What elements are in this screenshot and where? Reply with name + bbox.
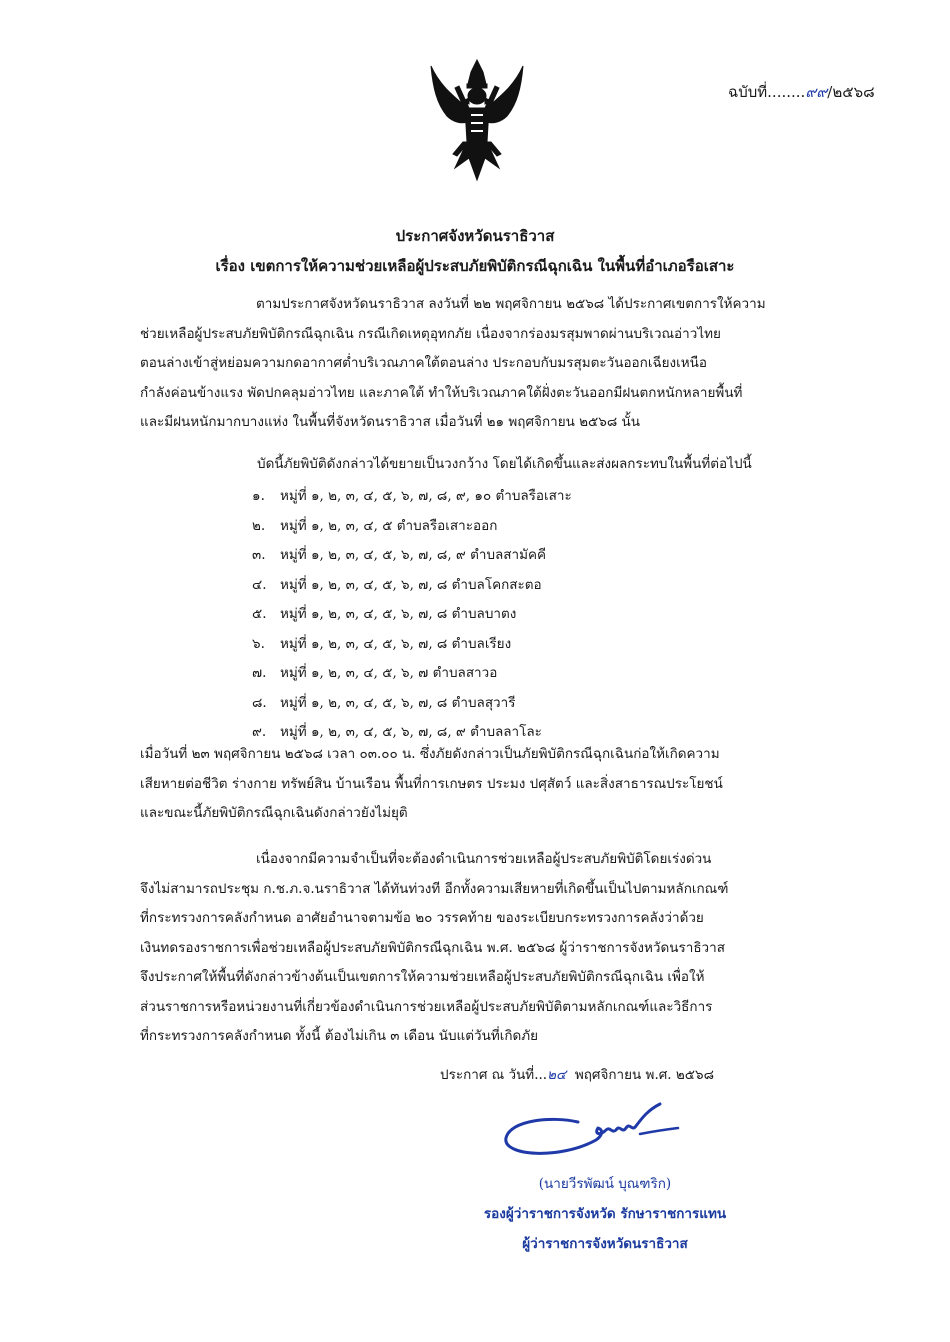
paragraph-line: เมื่อวันที่ ๒๓ พฤศจิกายน ๒๕๖๘ เวลา ๐๓.๐๐ น. ซึ่งภัยดังกล่าวเป็นภัยพิบัติกรณีฉุกเฉินก่อให้เกิดความ bbox=[140, 746, 720, 762]
item-number: ๓. bbox=[252, 547, 266, 563]
item-text: หมู่ที่ ๑, ๒, ๓, ๔, ๕, ๖, ๗ ตำบลสาวอ bbox=[280, 665, 498, 681]
list-lead: บัดนี้ภัยพิบัติดังกล่าวได้ขยายเป็นวงกว้าง โดยได้เกิดขึ้นและส่งผลกระทบในพื้นที่ต่อไปนี้ bbox=[257, 456, 752, 472]
paragraph-line: ตอนล่างเข้าสู่หย่อมความกดอากาศต่ำบริเวณภาคใต้ตอนล่าง ประกอบกับมรสุมตะวันออกเฉียงเหนือ bbox=[140, 355, 707, 371]
signer-title: รองผู้ว่าราชการจังหวัด รักษาราชการแทน bbox=[483, 1206, 727, 1222]
item-text: หมู่ที่ ๑, ๒, ๓, ๔, ๕, ๖, ๗, ๘ ตำบลบาตง bbox=[280, 606, 517, 622]
garuda-emblem bbox=[425, 58, 529, 186]
signature bbox=[500, 1100, 700, 1164]
paragraph-line: และมีฝนหนักมากบางแห่ง ในพื้นที่จังหวัดนราธิวาส เมื่อวันที่ ๒๑ พฤศจิกายน ๒๕๖๘ นั้น bbox=[140, 414, 640, 430]
paragraph-line: จึงประกาศให้พื้นที่ดังกล่าวข้างต้นเป็นเขตการให้ความช่วยเหลือผู้ประสบภัยพิบัติกรณีฉุกเฉิน เพื่อให้ bbox=[140, 969, 705, 985]
list-item bbox=[252, 689, 572, 719]
issue-year: /๒๕๖๘ bbox=[827, 83, 875, 101]
list-item bbox=[252, 630, 572, 660]
item-text: หมู่ที่ ๑, ๒, ๓, ๔, ๕, ๖, ๗, ๘, ๙ ตำบลลาโละ bbox=[280, 724, 542, 740]
list-item bbox=[252, 659, 572, 689]
list-item bbox=[252, 482, 572, 512]
item-number: ๒. bbox=[252, 517, 266, 534]
item-text: หมู่ที่ ๑, ๒, ๓, ๔, ๕, ๖, ๗, ๘, ๙, ๑๐ ตำบลรือเสาะ bbox=[280, 488, 572, 504]
declaration-paragraph bbox=[140, 845, 810, 1052]
issue-number-handwritten: ๙๙ bbox=[805, 83, 828, 101]
document-subject: เรื่อง เขตการให้ความช่วยเหลือผู้ประสบภัยพิบัติกรณีฉุกเฉิน ในพื้นที่อำเภอรือเสาะ bbox=[215, 257, 735, 275]
issue-label: ฉบับที่ bbox=[728, 83, 768, 101]
signer-name: (นายวีรพัฒน์ บุณฑริก) bbox=[538, 1176, 672, 1192]
item-text: หมู่ที่ ๑, ๒, ๓, ๔, ๕, ๖, ๗, ๘ ตำบลโคกสะตอ bbox=[280, 576, 542, 593]
paragraph-line: ที่กระทรวงการคลังกำหนด อาศัยอำนาจตามข้อ ๒๐ วรรคท้าย ของระเบียบกระทรวงการคลังว่าด้วย bbox=[140, 910, 704, 926]
item-number: ๙. bbox=[252, 724, 267, 740]
list-item bbox=[252, 571, 572, 601]
issued-date: ประกาศ ณ วันที่...๒๔ พฤศจิกายน พ.ศ. ๒๕๖๘ bbox=[440, 1067, 714, 1083]
impact-paragraph bbox=[140, 740, 810, 829]
paragraph-line: เนื่องจากมีความจำเป็นที่จะต้องดำเนินการช่วยเหลือผู้ประสบภัยพิบัติโดยเร่งด่วน bbox=[256, 851, 712, 867]
item-number: ๕. bbox=[252, 606, 267, 622]
issued-prefix: ประกาศ ณ วันที่ bbox=[440, 1067, 535, 1083]
paragraph-line: กำลังค่อนข้างแรง พัดปกคลุมอ่าวไทย และภาคใต้ ทำให้บริเวณภาคใต้ฝั่งตะวันออกมีฝนตกหนักหลายพื้นที่ bbox=[140, 384, 743, 401]
item-text: หมู่ที่ ๑, ๒, ๓, ๔, ๕ ตำบลรือเสาะออก bbox=[280, 517, 498, 534]
list-item bbox=[252, 512, 572, 542]
item-text: หมู่ที่ ๑, ๒, ๓, ๔, ๕, ๖, ๗, ๘ ตำบลสุวารี bbox=[280, 694, 516, 711]
item-number: ๑. bbox=[252, 488, 265, 504]
item-text: หมู่ที่ ๑, ๒, ๓, ๔, ๕, ๖, ๗, ๘, ๙ ตำบลสามัคคี bbox=[280, 547, 547, 563]
item-number: ๔. bbox=[252, 576, 267, 593]
paragraph-line: ที่กระทรวงการคลังกำหนด ทั้งนี้ ต้องไม่เกิน ๓ เดือน นับแต่วันที่เกิดภัย bbox=[140, 1028, 539, 1044]
affected-area-list bbox=[252, 482, 572, 748]
paragraph-line: จึงไม่สามารถประชุม ก.ช.ภ.จ.นราธิวาส ได้ทันท่วงที อีกทั้งความเสียหายที่เกิดขึ้นเป็นไปตามหลักเกณฑ์ bbox=[140, 880, 729, 897]
list-item bbox=[252, 600, 572, 630]
paragraph-line: ช่วยเหลือผู้ประสบภัยพิบัติกรณีฉุกเฉิน กรณีเกิดเหตุอุทกภัย เนื่องจากร่องมรสุมพาดผ่านบริเวณอ่าวไทย bbox=[140, 325, 721, 342]
paragraph-line: เงินทดรองราชการเพื่อช่วยเหลือผู้ประสบภัยพิบัติกรณีฉุกเฉิน พ.ศ. ๒๕๖๘ ผู้ว่าราชการจังหวัดนราธิวาส bbox=[140, 939, 725, 956]
item-number: ๖. bbox=[252, 635, 265, 652]
signer-office: ผู้ว่าราชการจังหวัดนราธิวาส bbox=[522, 1236, 688, 1252]
item-text: หมู่ที่ ๑, ๒, ๓, ๔, ๕, ๖, ๗, ๘ ตำบลเรียง bbox=[280, 635, 512, 652]
document-title: ประกาศจังหวัดนราธิวาส bbox=[395, 227, 555, 245]
paragraph-line: ตามประกาศจังหวัดนราธิวาส ลงวันที่ ๒๒ พฤศจิกายน ๒๕๖๘ ได้ประกาศเขตการให้ความ bbox=[256, 296, 766, 312]
intro-paragraph bbox=[140, 290, 810, 438]
list-item bbox=[252, 541, 572, 571]
paragraph-line: ส่วนราชการหรือหน่วยงานที่เกี่ยวข้องดำเนินการช่วยเหลือผู้ประสบภัยพิบัติตามหลักเกณฑ์และวิธีการ bbox=[140, 998, 713, 1015]
issued-suffix: พฤศจิกายน พ.ศ. ๒๕๖๘ bbox=[574, 1067, 714, 1083]
item-number: ๗. bbox=[252, 665, 267, 681]
issue-number: ฉบับที่........๙๙/๒๕๖๘ bbox=[728, 83, 875, 101]
paragraph-line: เสียหายต่อชีวิต ร่างกาย ทรัพย์สิน บ้านเรือน พื้นที่การเกษตร ประมง ปศุสัตว์ และสิ่งสาธารณประโยชน์ bbox=[140, 775, 723, 792]
issued-day-handwritten: ๒๔ bbox=[547, 1067, 567, 1083]
paragraph-line: และขณะนี้ภัยพิบัติกรณีฉุกเฉินดังกล่าวยังไม่ยุติ bbox=[140, 805, 408, 821]
item-number: ๘. bbox=[252, 694, 267, 711]
